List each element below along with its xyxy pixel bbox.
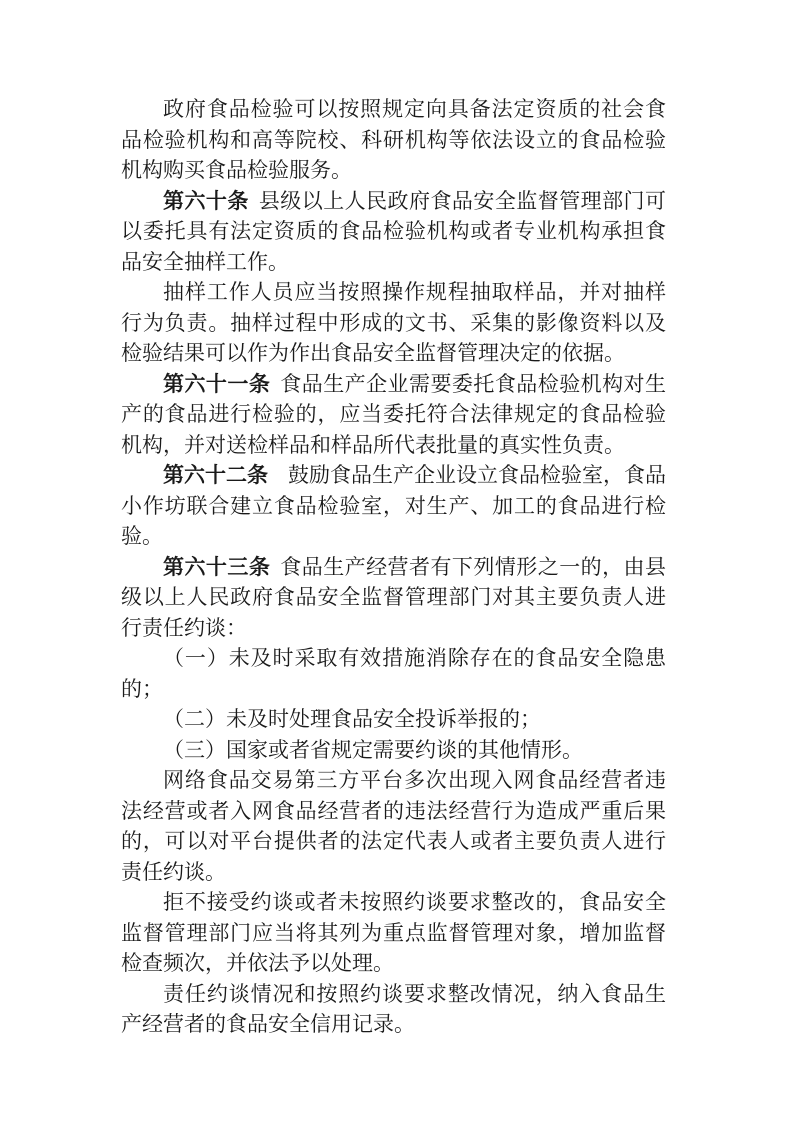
paragraph-text: 县级以上人民政府食品安全监督管理部门可以委托具有法定资质的食品检验机构或者专业机构承担食品安全抽样工作。 <box>121 188 667 274</box>
paragraph-text: （二）未及时处理食品安全投诉举报的； <box>163 707 541 731</box>
paragraph-text: 食品生产经营者有下列情形之一的，由县级以上人民政府食品安全监督管理部门对其主要负责人进行责任约谈： <box>121 554 667 640</box>
paragraph-text: 网络食品交易第三方平台多次出现入网食品经营者违法经营或者入网食品经营者的违法经营行为造成严重后果的，可以对平台提供者的法定代表人或者主要负责人进行责任约谈。 <box>121 768 666 884</box>
paragraph-article-60 <box>121 186 666 278</box>
paragraph-credit-record <box>121 979 666 1040</box>
list-item-2 <box>121 704 666 735</box>
list-item-3 <box>121 735 666 766</box>
paragraph-text: 鼓励食品生产企业设立食品检验室，食品小作坊联合建立食品检验室，对生产、加工的食品进行检验。 <box>121 463 666 548</box>
paragraph-text: 抽样工作人员应当按照操作规程抽取样品，并对抽样行为负责。抽样过程中形成的文书、采集的影像资料以及检验结果可以作为作出食品安全监督管理决定的依据。 <box>121 280 666 365</box>
paragraph-text: （一）未及时采取有效措施消除存在的食品安全隐患的； <box>121 646 666 701</box>
paragraph-article-61 <box>121 369 666 461</box>
paragraph-text: 责任约谈情况和按照约谈要求整改情况，纳入食品生产经营者的食品安全信用记录。 <box>121 981 666 1036</box>
document-page <box>121 94 666 1040</box>
paragraph-text: 拒不接受约谈或者未按照约谈要求整改的，食品安全监督管理部门应当将其列为重点监督管理对象，增加监督检查频次，并依法予以处理。 <box>121 890 666 975</box>
paragraph-text: 食品生产企业需要委托食品检验机构对生产的食品进行检验的，应当委托符合法律规定的食品检验机构，并对送检样品和样品所代表批量的真实性负责。 <box>121 371 667 457</box>
article-number: 第六十一条 <box>163 371 271 396</box>
paragraph-article-63 <box>121 552 666 644</box>
paragraph-text: 政府食品检验可以按照规定向具备法定资质的社会食品检验机构和高等院校、科研机构等依法设立的食品检验机构购买食品检验服务。 <box>121 97 666 182</box>
article-number: 第六十三条 <box>163 554 271 579</box>
paragraph-purchase-inspection <box>121 94 666 186</box>
paragraph-platform <box>121 765 666 887</box>
paragraph-refuse-interview <box>121 887 666 979</box>
paragraph-text: （三）国家或者省规定需要约谈的其他情形。 <box>163 737 583 762</box>
list-item-1 <box>121 643 666 704</box>
paragraph-article-62 <box>121 460 666 552</box>
paragraph-sampling-staff <box>121 277 666 369</box>
article-number: 第六十条 <box>163 188 249 213</box>
article-number: 第六十二条 <box>163 463 268 487</box>
